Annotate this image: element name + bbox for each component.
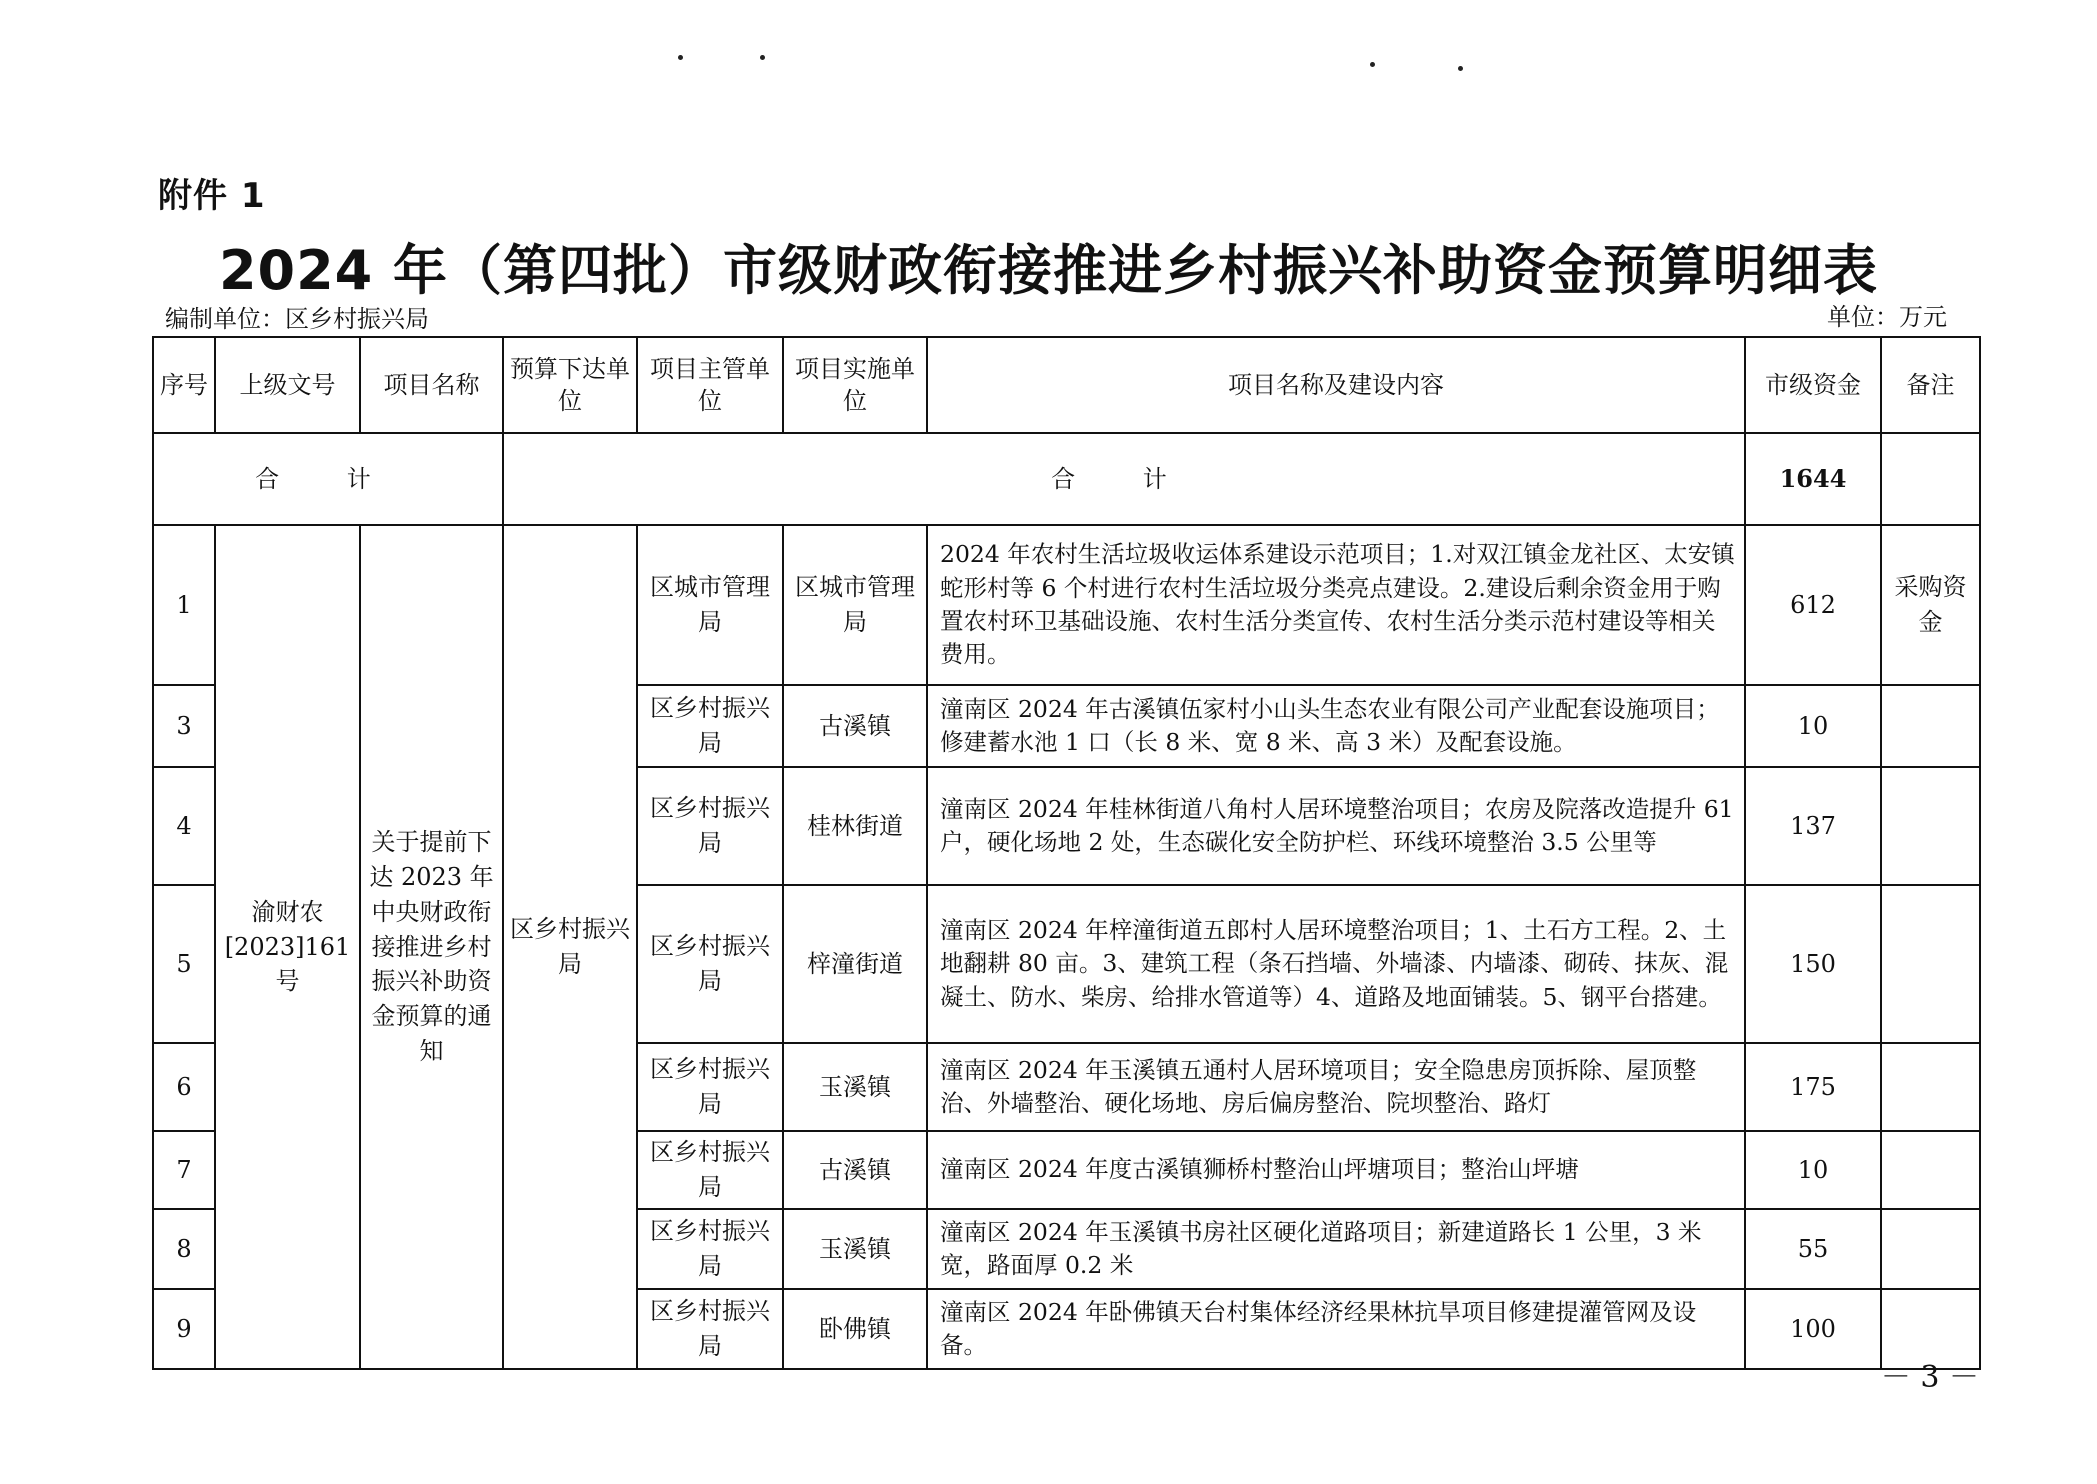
row-amount: 10: [1745, 1131, 1881, 1209]
row-seq: 1: [153, 525, 215, 685]
header-city-fund: 市级资金: [1745, 337, 1881, 433]
budget-table: [152, 336, 1981, 1370]
row-content: 2024 年农村生活垃圾收运体系建设示范项目；1.对双江镇金龙社区、太安镇蛇形村等 6 个村进行农村生活垃圾分类亮点建设。2.建设后剩余资金用于购置农村环卫基础设施、农村生活分类宣传、农村生活分类示范村建设等相关费用。: [927, 525, 1745, 685]
header-project-name: 项目名称: [360, 337, 503, 433]
row-impl-unit: 卧佛镇: [783, 1289, 927, 1369]
header-impl-unit: 项目实施单位: [783, 337, 927, 433]
row-amount: 612: [1745, 525, 1881, 685]
table-row: [153, 525, 1980, 685]
row-impl-unit: 古溪镇: [783, 1131, 927, 1209]
row-manage-unit: 区乡村振兴局: [637, 1209, 783, 1289]
row-content: 潼南区 2024 年古溪镇伍家村小山头生态农业有限公司产业配套设施项目；修建蓄水池 1 口（长 8 米、宽 8 米、高 3 米）及配套设施。: [927, 685, 1745, 767]
row-remark: [1881, 685, 1980, 767]
row-impl-unit: 区城市管理局: [783, 525, 927, 685]
row-impl-unit: 玉溪镇: [783, 1043, 927, 1131]
row-content: 潼南区 2024 年度古溪镇狮桥村整治山坪塘项目；整治山坪塘: [927, 1131, 1745, 1209]
row-seq: 3: [153, 685, 215, 767]
row-remark: [1881, 1209, 1980, 1289]
row-amount: 10: [1745, 685, 1881, 767]
row-amount: 55: [1745, 1209, 1881, 1289]
money-unit: 单位：万元: [1827, 303, 1947, 331]
row-amount: 137: [1745, 767, 1881, 885]
header-seq: 序号: [153, 337, 215, 433]
row-amount: 100: [1745, 1289, 1881, 1369]
row-manage-unit: 区乡村振兴局: [637, 767, 783, 885]
document-title: 2024 年（第四批）市级财政衔接推进乡村振兴补助资金预算明细表: [218, 239, 1879, 302]
total-remark: [1881, 433, 1980, 525]
row-remark: [1881, 1131, 1980, 1209]
row-manage-unit: 区乡村振兴局: [637, 1043, 783, 1131]
row-impl-unit: 古溪镇: [783, 685, 927, 767]
total-row: [153, 433, 1980, 525]
compiling-unit: 编制单位：区乡村振兴局: [165, 305, 429, 333]
shared-project-name: 关于提前下达 2023 年中央财政衔接推进乡村振兴补助资金预算的通知: [360, 525, 503, 1369]
header-content: 项目名称及建设内容: [927, 337, 1745, 433]
row-seq: 4: [153, 767, 215, 885]
header-manage-unit: 项目主管单位: [637, 337, 783, 433]
row-remark: [1881, 1043, 1980, 1131]
row-manage-unit: 区乡村振兴局: [637, 885, 783, 1043]
row-content: 潼南区 2024 年玉溪镇书房社区硬化道路项目；新建道路长 1 公里，3 米宽，路面厚 0.2 米: [927, 1209, 1745, 1289]
total-label-left: 合 计: [153, 433, 503, 525]
row-manage-unit: 区乡村振兴局: [637, 1289, 783, 1369]
page-number: － 3 －: [1880, 1360, 1979, 1395]
row-seq: 8: [153, 1209, 215, 1289]
row-seq: 6: [153, 1043, 215, 1131]
attachment-label: 附件 1: [158, 176, 266, 216]
row-remark: [1881, 885, 1980, 1043]
row-content: 潼南区 2024 年梓潼街道五郎村人居环境整治项目；1、土石方工程。2、土地翻耕 80 亩。3、建筑工程（条石挡墙、外墙漆、内墙漆、砌砖、抹灰、混凝土、防水、柴房、给排水管道等）4、道路及地面铺装。5、钢平台搭建。: [927, 885, 1745, 1043]
row-content: 潼南区 2024 年桂林街道八角村人居环境整治项目；农房及院落改造提升 61 户，硬化场地 2 处，生态碳化安全防护栏、环线环境整治 3.5 公里等: [927, 767, 1745, 885]
row-amount: 150: [1745, 885, 1881, 1043]
row-remark: 采购资金: [1881, 525, 1980, 685]
row-impl-unit: 玉溪镇: [783, 1209, 927, 1289]
header-remark: 备注: [1881, 337, 1980, 433]
header-doc-no: 上级文号: [215, 337, 360, 433]
row-seq: 5: [153, 885, 215, 1043]
row-seq: 9: [153, 1289, 215, 1369]
row-impl-unit: 梓潼街道: [783, 885, 927, 1043]
total-label-mid: 合 计: [503, 433, 1745, 525]
row-manage-unit: 区城市管理局: [637, 525, 783, 685]
row-content: 潼南区 2024 年卧佛镇天台村集体经济经果林抗旱项目修建提灌管网及设备。: [927, 1289, 1745, 1369]
shared-doc-no: 渝财农[2023]161号: [215, 525, 360, 1369]
row-content: 潼南区 2024 年玉溪镇五通村人居环境项目；安全隐患房顶拆除、屋顶整治、外墙整治、硬化场地、房后偏房整治、院坝整治、路灯: [927, 1043, 1745, 1131]
total-amount: 1644: [1745, 433, 1881, 525]
row-impl-unit: 桂林街道: [783, 767, 927, 885]
row-amount: 175: [1745, 1043, 1881, 1131]
header-budget-unit: 预算下达单位: [503, 337, 637, 433]
row-manage-unit: 区乡村振兴局: [637, 685, 783, 767]
row-seq: 7: [153, 1131, 215, 1209]
header-row: [153, 337, 1980, 433]
shared-budget-unit: 区乡村振兴局: [503, 525, 637, 1369]
row-remark: [1881, 767, 1980, 885]
row-manage-unit: 区乡村振兴局: [637, 1131, 783, 1209]
